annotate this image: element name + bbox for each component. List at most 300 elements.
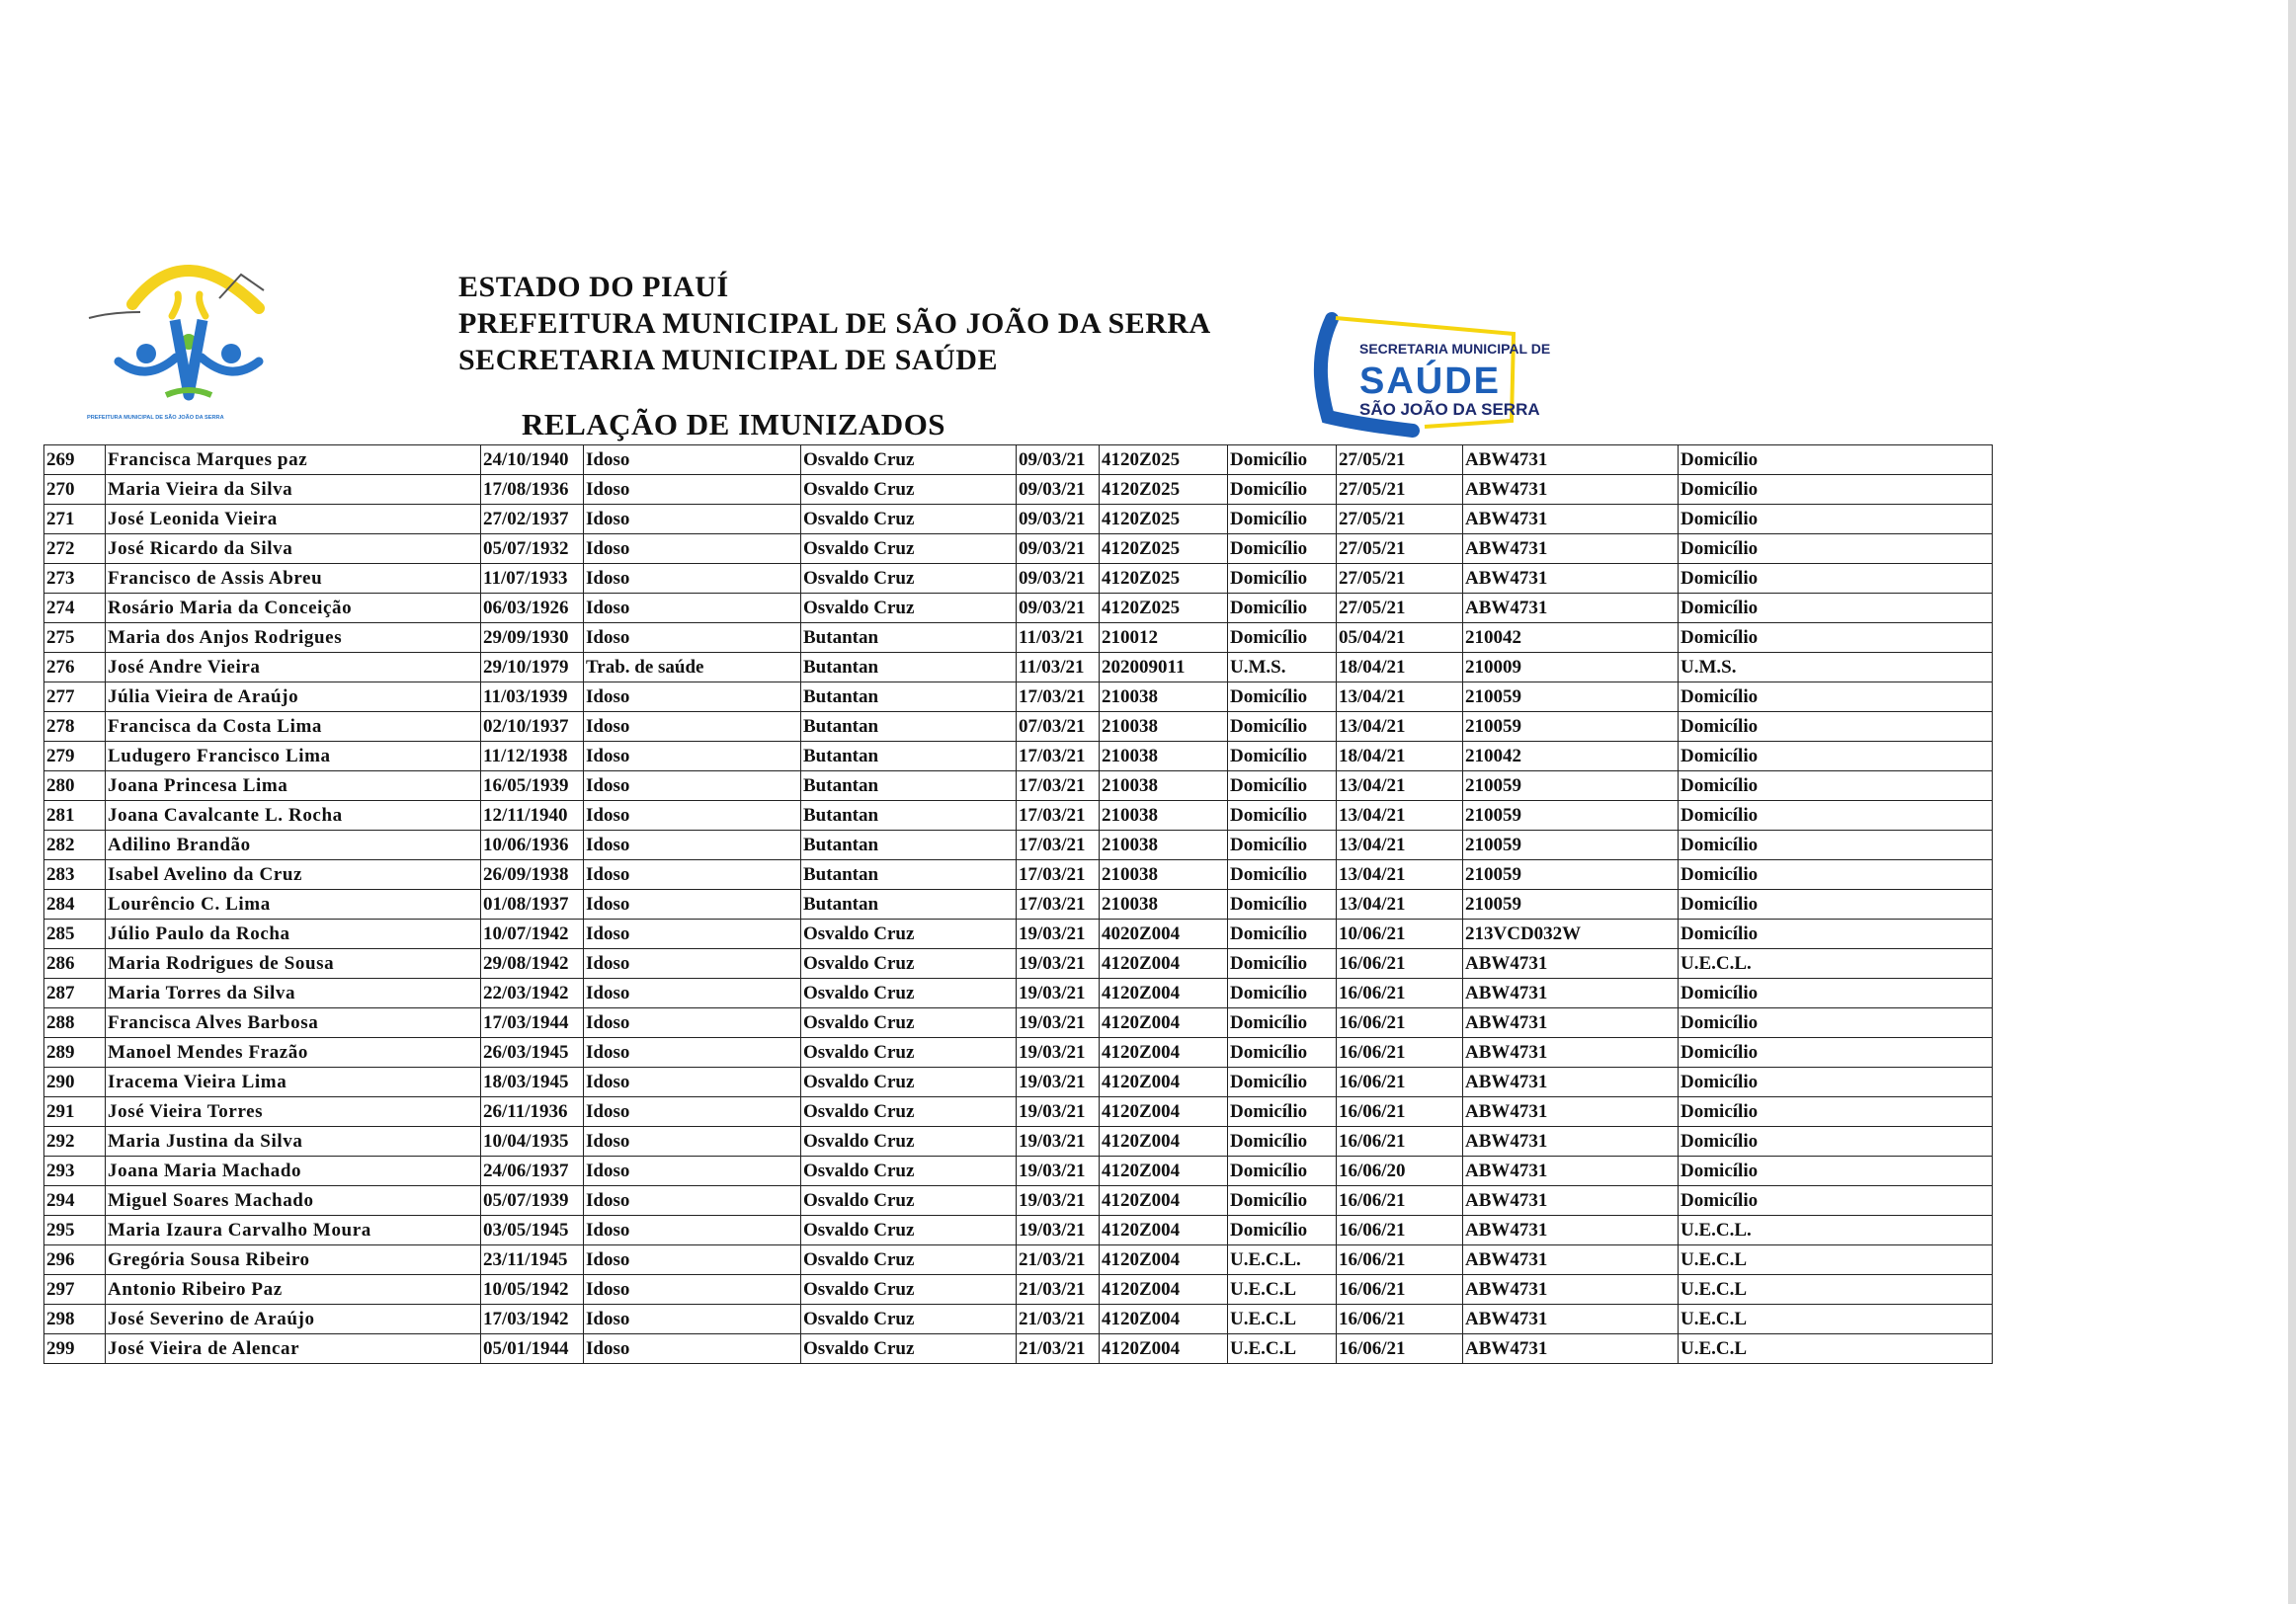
cell-dose2-lot: 210059 [1463, 801, 1679, 831]
cell-dose2-place: Domicílio [1679, 682, 1993, 712]
cell-name: Joana Maria Machado [106, 1157, 481, 1186]
table-row [44, 1245, 1993, 1275]
document-header [458, 269, 1211, 378]
immunized-table [43, 444, 1993, 1364]
cell-dose1-lot: 4120Z025 [1100, 564, 1228, 594]
cell-dose2-date: 27/05/21 [1337, 594, 1463, 623]
cell-dose1-lot: 4120Z025 [1100, 534, 1228, 564]
cell-dose2-date: 13/04/21 [1337, 801, 1463, 831]
cell-dose2-lot: ABW4731 [1463, 949, 1679, 979]
cell-dose2-lot: 210009 [1463, 653, 1679, 682]
cell-row-number: 279 [44, 742, 106, 771]
cell-dose1-date: 09/03/21 [1017, 564, 1100, 594]
cell-row-number: 277 [44, 682, 106, 712]
cell-row-number: 283 [44, 860, 106, 890]
cell-dose2-place: U.E.C.L [1679, 1305, 1993, 1334]
cell-dose2-lot: ABW4731 [1463, 475, 1679, 505]
cell-dose1-lot: 4120Z004 [1100, 1127, 1228, 1157]
cell-dose1-date: 19/03/21 [1017, 1038, 1100, 1068]
cell-dose2-place: Domicílio [1679, 475, 1993, 505]
cell-vaccine: Butantan [801, 831, 1017, 860]
table-row [44, 653, 1993, 682]
cell-dose2-lot: ABW4731 [1463, 564, 1679, 594]
cell-dose2-lot: ABW4731 [1463, 1068, 1679, 1097]
cell-row-number: 297 [44, 1275, 106, 1305]
cell-dose1-date: 19/03/21 [1017, 979, 1100, 1008]
cell-row-number: 272 [44, 534, 106, 564]
cell-row-number: 298 [44, 1305, 106, 1334]
cell-group: Idoso [584, 682, 801, 712]
table-row [44, 1305, 1993, 1334]
scan-edge [2288, 0, 2296, 1604]
cell-dose1-lot: 4120Z004 [1100, 1275, 1228, 1305]
cell-row-number: 291 [44, 1097, 106, 1127]
table-row [44, 712, 1993, 742]
cell-name: Miguel Soares Machado [106, 1186, 481, 1216]
cell-name: Francisca Marques paz [106, 445, 481, 475]
cell-name: José Vieira de Alencar [106, 1334, 481, 1364]
cell-name: Francisco de Assis Abreu [106, 564, 481, 594]
cell-name: Maria Torres da Silva [106, 979, 481, 1008]
cell-dose1-place: Domicílio [1228, 1127, 1337, 1157]
cell-vaccine: Osvaldo Cruz [801, 1097, 1017, 1127]
cell-name: Adilino Brandão [106, 831, 481, 860]
cell-dose2-place: Domicílio [1679, 742, 1993, 771]
cell-dose2-date: 16/06/21 [1337, 1275, 1463, 1305]
cell-dose1-place: Domicílio [1228, 979, 1337, 1008]
cell-dose1-place: Domicílio [1228, 890, 1337, 920]
cell-vaccine: Osvaldo Cruz [801, 1038, 1017, 1068]
table-row [44, 860, 1993, 890]
cell-dose1-lot: 210038 [1100, 771, 1228, 801]
cell-group: Idoso [584, 831, 801, 860]
cell-dose1-date: 17/03/21 [1017, 682, 1100, 712]
cell-vaccine: Osvaldo Cruz [801, 534, 1017, 564]
cell-dose1-date: 19/03/21 [1017, 949, 1100, 979]
cell-dose1-place: Domicílio [1228, 920, 1337, 949]
table-row [44, 801, 1993, 831]
cell-row-number: 290 [44, 1068, 106, 1097]
cell-dose1-lot: 210038 [1100, 712, 1228, 742]
cell-row-number: 286 [44, 949, 106, 979]
cell-vaccine: Osvaldo Cruz [801, 1127, 1017, 1157]
cell-birth-date: 01/08/1937 [481, 890, 584, 920]
cell-birth-date: 06/03/1926 [481, 594, 584, 623]
cell-dose1-lot: 4120Z004 [1100, 1334, 1228, 1364]
cell-dose2-lot: ABW4731 [1463, 1097, 1679, 1127]
cell-name: Rosário Maria da Conceição [106, 594, 481, 623]
table-row [44, 1068, 1993, 1097]
cell-birth-date: 05/07/1932 [481, 534, 584, 564]
cell-vaccine: Osvaldo Cruz [801, 445, 1017, 475]
cell-dose1-date: 11/03/21 [1017, 623, 1100, 653]
cell-row-number: 278 [44, 712, 106, 742]
cell-dose1-place: Domicílio [1228, 682, 1337, 712]
cell-vaccine: Osvaldo Cruz [801, 1008, 1017, 1038]
cell-dose1-date: 19/03/21 [1017, 1186, 1100, 1216]
header-state: ESTADO DO PIAUÍ [458, 271, 729, 303]
cell-dose1-lot: 4120Z025 [1100, 505, 1228, 534]
cell-row-number: 281 [44, 801, 106, 831]
table-row [44, 1127, 1993, 1157]
cell-vaccine: Butantan [801, 890, 1017, 920]
cell-group: Trab. de saúde [584, 653, 801, 682]
cell-name: Maria Izaura Carvalho Moura [106, 1216, 481, 1245]
cell-birth-date: 10/05/1942 [481, 1275, 584, 1305]
cell-vaccine: Butantan [801, 860, 1017, 890]
cell-birth-date: 26/03/1945 [481, 1038, 584, 1068]
cell-birth-date: 29/10/1979 [481, 653, 584, 682]
cell-dose2-lot: ABW4731 [1463, 1334, 1679, 1364]
cell-birth-date: 23/11/1945 [481, 1245, 584, 1275]
cell-dose2-date: 16/06/21 [1337, 979, 1463, 1008]
cell-group: Idoso [584, 534, 801, 564]
cell-name: Isabel Avelino da Cruz [106, 860, 481, 890]
cell-dose2-place: Domicílio [1679, 1097, 1993, 1127]
cell-group: Idoso [584, 949, 801, 979]
cell-dose2-lot: 213VCD032W [1463, 920, 1679, 949]
cell-name: Júlia Vieira de Araújo [106, 682, 481, 712]
cell-dose1-lot: 210038 [1100, 801, 1228, 831]
cell-row-number: 292 [44, 1127, 106, 1157]
cell-dose2-place: U.E.C.L [1679, 1334, 1993, 1364]
cell-vaccine: Osvaldo Cruz [801, 1186, 1017, 1216]
cell-birth-date: 24/06/1937 [481, 1157, 584, 1186]
cell-dose2-date: 05/04/21 [1337, 623, 1463, 653]
cell-dose2-place: Domicílio [1679, 979, 1993, 1008]
cell-dose1-place: Domicílio [1228, 1157, 1337, 1186]
cell-row-number: 287 [44, 979, 106, 1008]
table-row [44, 771, 1993, 801]
cell-dose1-date: 17/03/21 [1017, 771, 1100, 801]
cell-group: Idoso [584, 771, 801, 801]
cell-name: Iracema Vieira Lima [106, 1068, 481, 1097]
cell-dose2-place: Domicílio [1679, 594, 1993, 623]
cell-dose1-date: 21/03/21 [1017, 1305, 1100, 1334]
cell-dose1-place: Domicílio [1228, 771, 1337, 801]
cell-dose2-date: 16/06/21 [1337, 1216, 1463, 1245]
cell-dose1-date: 21/03/21 [1017, 1245, 1100, 1275]
cell-dose1-date: 19/03/21 [1017, 1068, 1100, 1097]
cell-name: Maria Rodrigues de Sousa [106, 949, 481, 979]
cell-dose1-place: Domicílio [1228, 801, 1337, 831]
cell-dose2-place: Domicílio [1679, 564, 1993, 594]
cell-dose1-place: Domicílio [1228, 831, 1337, 860]
cell-group: Idoso [584, 1038, 801, 1068]
cell-name: Joana Princesa Lima [106, 771, 481, 801]
cell-dose1-lot: 4120Z004 [1100, 1157, 1228, 1186]
cell-birth-date: 17/08/1936 [481, 475, 584, 505]
cell-dose1-date: 17/03/21 [1017, 860, 1100, 890]
cell-dose2-date: 13/04/21 [1337, 771, 1463, 801]
cell-dose2-date: 27/05/21 [1337, 505, 1463, 534]
document-title: RELAÇÃO DE IMUNIZADOS [522, 407, 946, 441]
cell-dose2-place: Domicílio [1679, 1038, 1993, 1068]
cell-row-number: 296 [44, 1245, 106, 1275]
cell-dose1-place: Domicílio [1228, 742, 1337, 771]
cell-group: Idoso [584, 1097, 801, 1127]
secretaria-saude-logo [1302, 314, 1551, 435]
cell-dose2-place: Domicílio [1679, 623, 1993, 653]
cell-dose1-lot: 210038 [1100, 890, 1228, 920]
cell-row-number: 299 [44, 1334, 106, 1364]
cell-name: Manoel Mendes Frazão [106, 1038, 481, 1068]
prefeitura-logo [81, 247, 303, 427]
cell-dose1-date: 17/03/21 [1017, 742, 1100, 771]
cell-dose1-lot: 210038 [1100, 682, 1228, 712]
cell-group: Idoso [584, 564, 801, 594]
cell-birth-date: 17/03/1942 [481, 1305, 584, 1334]
cell-birth-date: 17/03/1944 [481, 1008, 584, 1038]
cell-birth-date: 27/02/1937 [481, 505, 584, 534]
cell-group: Idoso [584, 1157, 801, 1186]
cell-dose2-date: 16/06/21 [1337, 1127, 1463, 1157]
table-row [44, 831, 1993, 860]
cell-birth-date: 11/12/1938 [481, 742, 584, 771]
cell-dose1-date: 19/03/21 [1017, 1216, 1100, 1245]
cell-dose1-date: 21/03/21 [1017, 1334, 1100, 1364]
cell-dose1-date: 17/03/21 [1017, 890, 1100, 920]
cell-dose2-date: 18/04/21 [1337, 742, 1463, 771]
cell-row-number: 280 [44, 771, 106, 801]
cell-dose1-lot: 4020Z004 [1100, 920, 1228, 949]
cell-name: Lourêncio C. Lima [106, 890, 481, 920]
cell-dose1-place: Domicílio [1228, 505, 1337, 534]
cell-group: Idoso [584, 1334, 801, 1364]
cell-dose2-date: 16/06/21 [1337, 1097, 1463, 1127]
cell-name: Maria Justina da Silva [106, 1127, 481, 1157]
cell-dose1-place: Domicílio [1228, 594, 1337, 623]
cell-row-number: 270 [44, 475, 106, 505]
cell-vaccine: Osvaldo Cruz [801, 1275, 1017, 1305]
cell-dose2-place: Domicílio [1679, 1068, 1993, 1097]
cell-group: Idoso [584, 505, 801, 534]
cell-name: Ludugero Francisco Lima [106, 742, 481, 771]
cell-vaccine: Osvaldo Cruz [801, 475, 1017, 505]
cell-birth-date: 24/10/1940 [481, 445, 584, 475]
cell-vaccine: Osvaldo Cruz [801, 1334, 1017, 1364]
cell-dose2-date: 13/04/21 [1337, 831, 1463, 860]
table-row [44, 742, 1993, 771]
cell-dose2-lot: 210059 [1463, 831, 1679, 860]
cell-dose2-date: 16/06/21 [1337, 1038, 1463, 1068]
cell-dose1-place: Domicílio [1228, 623, 1337, 653]
cell-dose2-place: Domicílio [1679, 771, 1993, 801]
cell-dose2-place: Domicílio [1679, 505, 1993, 534]
cell-dose2-lot: ABW4731 [1463, 534, 1679, 564]
cell-vaccine: Butantan [801, 682, 1017, 712]
cell-dose2-lot: ABW4731 [1463, 1305, 1679, 1334]
cell-group: Idoso [584, 1275, 801, 1305]
cell-row-number: 288 [44, 1008, 106, 1038]
cell-dose1-place: Domicílio [1228, 1038, 1337, 1068]
logo-right-line2: SAÚDE [1359, 361, 1502, 402]
table-row [44, 1275, 1993, 1305]
cell-dose2-lot: ABW4731 [1463, 1038, 1679, 1068]
cell-dose2-date: 16/06/21 [1337, 1334, 1463, 1364]
cell-dose2-place: Domicílio [1679, 801, 1993, 831]
table-row [44, 594, 1993, 623]
cell-dose1-date: 11/03/21 [1017, 653, 1100, 682]
table-row [44, 1216, 1993, 1245]
cell-birth-date: 05/01/1944 [481, 1334, 584, 1364]
cell-dose1-date: 09/03/21 [1017, 534, 1100, 564]
cell-dose1-lot: 4120Z004 [1100, 979, 1228, 1008]
cell-group: Idoso [584, 445, 801, 475]
cell-dose2-place: Domicílio [1679, 920, 1993, 949]
cell-dose1-place: Domicílio [1228, 445, 1337, 475]
cell-dose2-place: U.E.C.L [1679, 1245, 1993, 1275]
cell-dose1-place: Domicílio [1228, 1097, 1337, 1127]
cell-birth-date: 02/10/1937 [481, 712, 584, 742]
cell-row-number: 271 [44, 505, 106, 534]
table-row [44, 564, 1993, 594]
cell-dose1-date: 19/03/21 [1017, 1127, 1100, 1157]
table-row [44, 534, 1993, 564]
cell-dose2-place: U.E.C.L. [1679, 1216, 1993, 1245]
cell-dose2-date: 16/06/20 [1337, 1157, 1463, 1186]
cell-vaccine: Butantan [801, 653, 1017, 682]
cell-vaccine: Osvaldo Cruz [801, 1157, 1017, 1186]
cell-dose2-date: 16/06/21 [1337, 1245, 1463, 1275]
cell-dose2-date: 27/05/21 [1337, 475, 1463, 505]
cell-row-number: 284 [44, 890, 106, 920]
cell-dose2-date: 16/06/21 [1337, 1008, 1463, 1038]
cell-birth-date: 11/03/1939 [481, 682, 584, 712]
cell-dose1-date: 07/03/21 [1017, 712, 1100, 742]
cell-group: Idoso [584, 475, 801, 505]
cell-dose2-date: 27/05/21 [1337, 564, 1463, 594]
cell-dose2-place: Domicílio [1679, 1127, 1993, 1157]
table-row [44, 682, 1993, 712]
cell-dose2-place: U.E.C.L [1679, 1275, 1993, 1305]
cell-birth-date: 05/07/1939 [481, 1186, 584, 1216]
cell-vaccine: Osvaldo Cruz [801, 1068, 1017, 1097]
cell-dose1-date: 19/03/21 [1017, 920, 1100, 949]
cell-dose1-date: 09/03/21 [1017, 594, 1100, 623]
table-row [44, 1157, 1993, 1186]
cell-dose1-lot: 4120Z004 [1100, 1038, 1228, 1068]
cell-dose2-lot: ABW4731 [1463, 1216, 1679, 1245]
cell-vaccine: Butantan [801, 801, 1017, 831]
cell-vaccine: Osvaldo Cruz [801, 505, 1017, 534]
cell-dose2-lot: ABW4731 [1463, 445, 1679, 475]
cell-name: Francisca Alves Barbosa [106, 1008, 481, 1038]
table-row [44, 1097, 1993, 1127]
cell-dose2-place: Domicílio [1679, 890, 1993, 920]
cell-birth-date: 16/05/1939 [481, 771, 584, 801]
cell-name: Júlio Paulo da Rocha [106, 920, 481, 949]
cell-dose1-place: Domicílio [1228, 712, 1337, 742]
cell-group: Idoso [584, 594, 801, 623]
cell-dose1-date: 19/03/21 [1017, 1008, 1100, 1038]
table-row [44, 1038, 1993, 1068]
cell-dose2-date: 13/04/21 [1337, 712, 1463, 742]
logo-right-line3: SÃO JOÃO DA SERRA [1359, 400, 1540, 419]
cell-dose2-date: 16/06/21 [1337, 1305, 1463, 1334]
cell-row-number: 293 [44, 1157, 106, 1186]
cell-dose2-date: 13/04/21 [1337, 890, 1463, 920]
cell-group: Idoso [584, 979, 801, 1008]
cell-dose1-place: Domicílio [1228, 949, 1337, 979]
table-row [44, 890, 1993, 920]
cell-dose2-lot: ABW4731 [1463, 505, 1679, 534]
cell-dose2-place: Domicílio [1679, 1186, 1993, 1216]
cell-dose1-place: U.M.S. [1228, 653, 1337, 682]
cell-dose2-place: Domicílio [1679, 712, 1993, 742]
cell-birth-date: 11/07/1933 [481, 564, 584, 594]
cell-dose1-date: 19/03/21 [1017, 1097, 1100, 1127]
cell-name: José Leonida Vieira [106, 505, 481, 534]
cell-name: Antonio Ribeiro Paz [106, 1275, 481, 1305]
cell-dose2-lot: 210059 [1463, 771, 1679, 801]
cell-dose1-date: 09/03/21 [1017, 505, 1100, 534]
cell-vaccine: Osvaldo Cruz [801, 920, 1017, 949]
cell-birth-date: 10/07/1942 [481, 920, 584, 949]
table-row [44, 1008, 1993, 1038]
cell-dose2-date: 13/04/21 [1337, 682, 1463, 712]
cell-dose1-date: 09/03/21 [1017, 445, 1100, 475]
cell-vaccine: Butantan [801, 712, 1017, 742]
table-row [44, 949, 1993, 979]
cell-dose2-date: 10/06/21 [1337, 920, 1463, 949]
cell-name: Francisca da Costa Lima [106, 712, 481, 742]
cell-birth-date: 26/09/1938 [481, 860, 584, 890]
cell-dose2-date: 27/05/21 [1337, 534, 1463, 564]
cell-birth-date: 18/03/1945 [481, 1068, 584, 1097]
cell-name: José Vieira Torres [106, 1097, 481, 1127]
cell-row-number: 295 [44, 1216, 106, 1245]
cell-dose2-lot: ABW4731 [1463, 1157, 1679, 1186]
cell-name: Gregória Sousa Ribeiro [106, 1245, 481, 1275]
cell-dose1-lot: 4120Z004 [1100, 1097, 1228, 1127]
cell-dose1-place: U.E.C.L [1228, 1275, 1337, 1305]
table-row [44, 1334, 1993, 1364]
cell-dose1-lot: 210012 [1100, 623, 1228, 653]
cell-dose2-lot: ABW4731 [1463, 1186, 1679, 1216]
cell-dose1-lot: 4120Z004 [1100, 1245, 1228, 1275]
cell-dose1-place: Domicílio [1228, 1186, 1337, 1216]
cell-name: José Ricardo da Silva [106, 534, 481, 564]
cell-dose1-date: 09/03/21 [1017, 475, 1100, 505]
cell-name: Joana Cavalcante L. Rocha [106, 801, 481, 831]
cell-dose1-place: Domicílio [1228, 860, 1337, 890]
cell-dose1-lot: 4120Z025 [1100, 594, 1228, 623]
cell-group: Idoso [584, 1216, 801, 1245]
cell-dose1-place: U.E.C.L [1228, 1305, 1337, 1334]
cell-vaccine: Osvaldo Cruz [801, 1245, 1017, 1275]
cell-dose2-lot: ABW4731 [1463, 594, 1679, 623]
cell-dose2-place: Domicílio [1679, 831, 1993, 860]
cell-group: Idoso [584, 860, 801, 890]
cell-vaccine: Osvaldo Cruz [801, 1216, 1017, 1245]
cell-dose2-date: 13/04/21 [1337, 860, 1463, 890]
cell-dose1-lot: 210038 [1100, 742, 1228, 771]
cell-vaccine: Osvaldo Cruz [801, 594, 1017, 623]
table-row [44, 920, 1993, 949]
cell-birth-date: 22/03/1942 [481, 979, 584, 1008]
cell-dose2-place: Domicílio [1679, 860, 1993, 890]
cell-dose2-place: U.E.C.L. [1679, 949, 1993, 979]
cell-dose1-place: U.E.C.L. [1228, 1245, 1337, 1275]
cell-dose1-lot: 4120Z025 [1100, 475, 1228, 505]
cell-group: Idoso [584, 1186, 801, 1216]
cell-row-number: 269 [44, 445, 106, 475]
cell-group: Idoso [584, 1127, 801, 1157]
header-secretaria: SECRETARIA MUNICIPAL DE SAÚDE [458, 344, 998, 376]
cell-row-number: 289 [44, 1038, 106, 1068]
logo-right-line1: SECRETARIA MUNICIPAL DE [1359, 341, 1551, 357]
